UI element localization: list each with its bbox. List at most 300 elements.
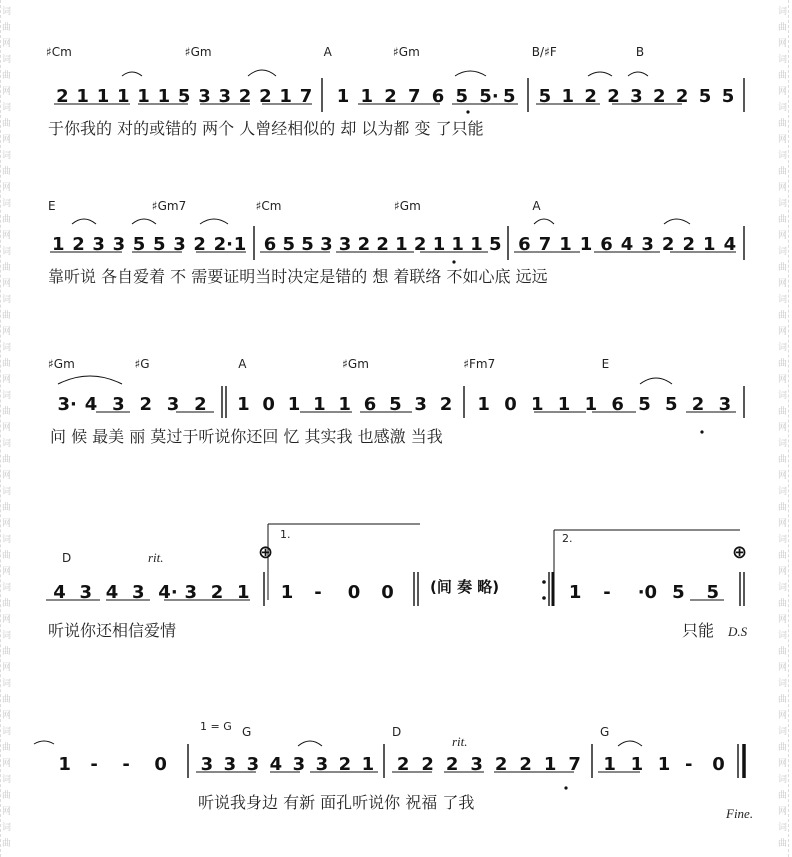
watermark-char: 词 <box>2 55 12 65</box>
note: 4 <box>84 394 98 415</box>
note: 2 <box>661 234 675 255</box>
watermark-char: 曲 <box>2 311 12 321</box>
note: 3 <box>184 582 198 603</box>
note: 3 <box>198 86 211 107</box>
note: 3 <box>173 234 186 255</box>
note: 1 <box>361 754 375 775</box>
watermark-char: 词 <box>778 439 788 449</box>
watermark-char: 网 <box>778 423 788 433</box>
interlude-note: (间 奏 略) <box>430 578 500 596</box>
watermark-char: 曲 <box>778 791 788 801</box>
lyric-line: 靠听说 各自爱着 不 需要证明当时决定是错的 想 着联络 不如心底 远远 <box>48 267 548 286</box>
watermark-char: 词 <box>2 823 12 833</box>
watermark-char: 网 <box>778 711 788 721</box>
watermark-char: 曲 <box>2 599 12 609</box>
watermark-char: 曲 <box>778 215 788 225</box>
octave-dot <box>564 786 567 789</box>
note: 2 <box>682 234 696 255</box>
note: 1 <box>52 234 65 255</box>
key-signature: 1 = G <box>200 720 232 733</box>
watermark-char: 词 <box>778 343 788 353</box>
octave-dot <box>452 260 455 263</box>
watermark-char: 词 <box>778 631 788 641</box>
watermark-char: 词 <box>778 535 788 545</box>
watermark-char: 网 <box>2 39 12 49</box>
watermark-char: 曲 <box>778 695 788 705</box>
note: 3 <box>112 234 126 255</box>
note: 3 <box>292 754 306 775</box>
watermark-char: 词 <box>778 679 788 689</box>
note: 2· <box>213 234 233 255</box>
chord-label: ♯Fm7 <box>463 357 496 371</box>
watermark-char: 曲 <box>778 455 788 465</box>
chord-label: ♯Gm <box>48 357 75 371</box>
chord-line <box>46 45 644 59</box>
chord-label: B <box>635 45 645 59</box>
note: 3 <box>132 582 145 603</box>
watermark-char: 网 <box>778 327 788 337</box>
chord-label: ♯Gm <box>184 45 212 59</box>
slur <box>132 219 156 224</box>
watermark-char: 曲 <box>778 167 788 177</box>
watermark-char: 曲 <box>778 839 788 849</box>
note: 2 <box>584 86 597 107</box>
watermark-char: 网 <box>778 519 788 529</box>
watermark-char: 词 <box>778 823 788 833</box>
watermark-char: 词 <box>2 631 12 641</box>
note: 2 <box>338 754 352 775</box>
note: 0 <box>381 582 394 603</box>
watermark-char: 词 <box>778 247 788 257</box>
note: 1 <box>280 582 294 603</box>
watermark-char: 词 <box>778 487 788 497</box>
note: 6 <box>431 86 445 107</box>
watermark-char: 曲 <box>2 71 12 81</box>
chord-label: A <box>238 357 247 371</box>
note: 1 <box>451 234 464 255</box>
note: 3 <box>79 582 93 603</box>
watermark-char: 词 <box>778 103 788 113</box>
note: 2 <box>421 754 434 775</box>
note: 1 <box>137 86 150 107</box>
octave-dot <box>700 430 703 433</box>
watermark-char: 词 <box>2 535 12 545</box>
note: 1 <box>279 86 292 107</box>
watermark-char: 曲 <box>778 503 788 513</box>
chord-label: ♯Cm <box>255 199 282 213</box>
note: 1 <box>561 86 575 107</box>
note: 2 <box>675 86 689 107</box>
note: 5 <box>282 234 296 255</box>
note: 7 <box>538 234 552 255</box>
watermark-char: 网 <box>778 135 788 145</box>
note: 3 <box>223 754 237 775</box>
note: 0 <box>504 394 517 415</box>
watermark-char: 曲 <box>778 599 788 609</box>
note: 2 <box>691 394 705 415</box>
watermark-char: 网 <box>778 231 788 241</box>
note: 1 <box>313 394 326 415</box>
note: 3· <box>57 394 77 415</box>
watermark-char: 词 <box>2 583 12 593</box>
watermark-char: 曲 <box>778 407 788 417</box>
watermark-char: 曲 <box>778 743 788 753</box>
lyric-line: 听说你还相信爱情 <box>48 621 177 640</box>
watermark-char: 网 <box>2 471 12 481</box>
note: 1 <box>157 86 171 107</box>
chord-label: G <box>242 725 252 739</box>
note: 5 <box>638 394 651 415</box>
note: 5 <box>132 234 146 255</box>
slur <box>618 741 642 746</box>
note: 2 <box>210 582 224 603</box>
watermark-char: 曲 <box>778 119 788 129</box>
note: 2 <box>439 394 453 415</box>
note: 1 <box>58 754 71 775</box>
note: 2 <box>396 754 410 775</box>
note: 2 <box>519 754 532 775</box>
watermark-char: 词 <box>2 247 12 257</box>
note: 5 <box>177 86 191 107</box>
note: 5 <box>721 86 735 107</box>
note: 0 <box>712 754 725 775</box>
watermark-char: 网 <box>2 567 12 577</box>
watermark-char: 曲 <box>2 503 12 513</box>
watermark-char: 词 <box>2 343 12 353</box>
chord-line <box>48 199 541 213</box>
watermark-char: 曲 <box>2 791 12 801</box>
note: 2 <box>494 754 508 775</box>
watermark-char: 词 <box>778 199 788 209</box>
note: 1 <box>237 394 250 415</box>
watermark-char: 词 <box>778 151 788 161</box>
watermark-char: 曲 <box>2 119 12 129</box>
watermark-char: 词 <box>2 391 12 401</box>
note: 2 <box>607 86 620 107</box>
watermark-char: 网 <box>2 135 12 145</box>
note: 7 <box>568 754 581 775</box>
watermark-char: 网 <box>778 279 788 289</box>
watermark-char: 曲 <box>778 71 788 81</box>
watermark-char: 曲 <box>2 743 12 753</box>
note: 5 <box>706 582 720 603</box>
note: 1 <box>584 394 598 415</box>
note: 1 <box>237 582 250 603</box>
note: 2 <box>357 234 371 255</box>
note: ·0 <box>637 582 658 603</box>
note: 3 <box>112 394 125 415</box>
note: 4· <box>158 582 178 603</box>
note: 2 <box>194 394 207 415</box>
note: 1 <box>76 86 89 107</box>
note: 3 <box>200 754 214 775</box>
watermark-char: 词 <box>778 775 788 785</box>
chord-label: ♯Gm <box>342 357 369 371</box>
volta-1-label: 1. <box>280 528 291 541</box>
note: 4 <box>723 234 737 255</box>
row-5 <box>34 720 753 821</box>
note: 6 <box>518 234 531 255</box>
watermark-char: 词 <box>2 199 12 209</box>
note: 1 <box>557 394 571 415</box>
note: 3 <box>320 234 333 255</box>
note: 4 <box>53 582 66 603</box>
row-3 <box>48 357 744 446</box>
watermark-char: 词 <box>2 487 12 497</box>
note: 3 <box>718 394 732 415</box>
repeat-dot <box>542 596 546 600</box>
watermark-char: 网 <box>2 87 12 97</box>
chord-label: E <box>48 199 56 213</box>
watermark-char: 网 <box>2 519 12 529</box>
coda-symbol: ⊕ <box>258 542 274 563</box>
note: 5 <box>665 394 678 415</box>
watermark-char: 曲 <box>2 839 12 849</box>
slur <box>298 741 322 746</box>
note: 1 <box>287 394 301 415</box>
chord-label: G <box>600 725 610 739</box>
note: 2 <box>384 86 397 107</box>
note: 3 <box>641 234 654 255</box>
watermark-char: 词 <box>2 103 12 113</box>
note: 6 <box>600 234 613 255</box>
note: 3 <box>630 86 643 107</box>
watermark-char: 词 <box>778 7 788 17</box>
chord-label: ♯Cm <box>46 45 72 59</box>
coda-symbol: ⊕ <box>732 542 748 563</box>
watermark-char: 网 <box>778 87 788 97</box>
note: 1 <box>703 234 716 255</box>
watermark-char: 曲 <box>778 311 788 321</box>
note: 5 <box>698 86 712 107</box>
watermark-char: 网 <box>778 807 788 817</box>
note: 5 <box>455 86 469 107</box>
watermark-char: 词 <box>2 439 12 449</box>
notes-line <box>53 582 719 603</box>
rit-marking: rit. <box>452 734 468 749</box>
slur <box>34 741 54 744</box>
watermark-char: 网 <box>778 615 788 625</box>
note: 3 <box>218 86 232 107</box>
chord-label: A <box>323 45 332 59</box>
note: 2 <box>56 86 69 107</box>
chord-label: A <box>532 199 541 213</box>
note: 1 <box>531 394 544 415</box>
lyric-line-right: 只能 <box>682 621 715 640</box>
watermark-char: 网 <box>2 279 12 289</box>
watermark-char: 曲 <box>2 551 12 561</box>
note: 6 <box>263 234 277 255</box>
watermark-char: 网 <box>2 759 12 769</box>
rit-marking: rit. <box>148 550 164 565</box>
note: 3 <box>246 754 260 775</box>
note: 6 <box>363 394 377 415</box>
note: 3 <box>315 754 329 775</box>
row-2 <box>48 199 744 286</box>
watermark-char: 词 <box>778 55 788 65</box>
watermark-char: 词 <box>778 727 788 737</box>
note: 1 <box>603 754 616 775</box>
watermark-char: 词 <box>2 775 12 785</box>
chord-label: D <box>392 725 402 739</box>
watermark-char: 曲 <box>2 359 12 369</box>
watermark-char: 网 <box>2 375 12 385</box>
note: - <box>685 754 693 775</box>
note: 3 <box>166 394 180 415</box>
note: 4 <box>105 582 119 603</box>
note: 3 <box>338 234 352 255</box>
watermark-char: 网 <box>778 663 788 673</box>
note: 6 <box>611 394 624 415</box>
watermark-char: 词 <box>2 295 12 305</box>
slur <box>640 378 672 384</box>
chord-label: E <box>601 357 610 371</box>
chord-label: ♯Gm <box>394 199 421 213</box>
watermark-char: 网 <box>2 807 12 817</box>
note: - <box>90 754 98 775</box>
note: 1 <box>579 234 593 255</box>
note: 1 <box>559 234 572 255</box>
lyric-line: 于你我的 对的或错的 两个 人曾经相似的 却 以为都 变 了只能 <box>48 119 484 138</box>
watermark-char: 曲 <box>778 647 788 657</box>
note: 2 <box>72 234 85 255</box>
watermark-char: 曲 <box>2 647 12 657</box>
slur <box>248 70 276 76</box>
watermark-char: 曲 <box>778 23 788 33</box>
slur <box>200 219 228 224</box>
note: 1 <box>657 754 671 775</box>
watermark-char: 网 <box>2 663 12 673</box>
watermark-char: 词 <box>2 7 12 17</box>
watermark-char: 曲 <box>2 215 12 225</box>
watermark-char: 曲 <box>778 551 788 561</box>
slur <box>455 71 486 76</box>
slur <box>628 72 648 76</box>
slur <box>72 219 96 224</box>
note: 4 <box>269 754 283 775</box>
note: 1 <box>117 86 130 107</box>
note: 2 <box>238 86 252 107</box>
note: 2 <box>193 234 206 255</box>
volta-2-label: 2. <box>562 532 573 545</box>
note: 3 <box>470 754 483 775</box>
note: 0 <box>262 394 275 415</box>
row-1 <box>46 45 744 138</box>
note: 5· <box>479 86 499 107</box>
chord-label: D <box>62 551 72 565</box>
note: 0 <box>347 582 361 603</box>
watermark-char: 词 <box>778 583 788 593</box>
note: 5 <box>389 394 402 415</box>
note: 4 <box>620 234 634 255</box>
chord-label: B/♯F <box>531 45 557 59</box>
slur <box>588 72 612 76</box>
note: 5 <box>672 582 685 603</box>
lyric-line: 问 候 最美 丽 莫过于听说你还回 忆 其实我 也感激 当我 <box>50 427 443 446</box>
watermark-char: 网 <box>778 375 788 385</box>
note: 0 <box>154 754 167 775</box>
note: 1 <box>477 394 490 415</box>
note: 2 <box>653 86 666 107</box>
watermark-char: 曲 <box>2 263 12 273</box>
note: 3 <box>92 234 105 255</box>
note: 1 <box>543 754 557 775</box>
watermark-char: 词 <box>2 151 12 161</box>
watermark-char: 网 <box>778 471 788 481</box>
note: 2 <box>259 86 272 107</box>
note: 2 <box>376 234 389 255</box>
note: 1 <box>395 234 408 255</box>
note: 1 <box>360 86 374 107</box>
watermark-char: 曲 <box>778 263 788 273</box>
watermark-char: 网 <box>2 615 12 625</box>
watermark-char: 网 <box>778 759 788 769</box>
note: 1 <box>338 394 351 415</box>
chord-line <box>48 357 609 371</box>
octave-dot <box>466 110 469 113</box>
repeat-dot <box>542 580 546 584</box>
note: - <box>314 582 322 603</box>
row-4 <box>46 524 748 640</box>
note: 1 <box>432 234 446 255</box>
note: 7 <box>299 86 313 107</box>
watermark-char: 曲 <box>2 167 12 177</box>
slur <box>664 219 690 224</box>
slur <box>534 219 554 224</box>
watermark-char: 词 <box>778 391 788 401</box>
note: 5 <box>489 234 502 255</box>
note: 1 <box>470 234 483 255</box>
watermark-char: 曲 <box>2 407 12 417</box>
watermark-char: 网 <box>778 183 788 193</box>
watermark-char: 网 <box>778 567 788 577</box>
note: 2 <box>139 394 153 415</box>
lyric-line: 听说我身边 有新 面孔听说你 祝福 了我 <box>198 793 475 812</box>
slur <box>58 376 122 384</box>
watermark-char: 曲 <box>778 359 788 369</box>
note: 2 <box>445 754 459 775</box>
note: - <box>122 754 130 775</box>
watermark-char: 词 <box>2 679 12 689</box>
watermark-char: 网 <box>778 39 788 49</box>
note: 1 <box>233 234 247 255</box>
watermark-char: 曲 <box>2 23 12 33</box>
chord-label: ♯Gm7 <box>151 199 187 213</box>
note: 7 <box>408 86 421 107</box>
note: 1 <box>96 86 110 107</box>
note: 5 <box>153 234 166 255</box>
note: 5 <box>301 234 314 255</box>
watermark-char: 网 <box>2 183 12 193</box>
watermark-char: 网 <box>2 711 12 721</box>
fine-marking: Fine. <box>726 806 754 821</box>
chord-label: ♯Gm <box>393 45 420 59</box>
slur <box>122 72 142 76</box>
note: 5 <box>503 86 516 107</box>
ds-marking: D.S <box>728 624 748 639</box>
chord-label: ♯G <box>134 357 150 371</box>
note: - <box>603 582 611 603</box>
watermark-char: 词 <box>778 295 788 305</box>
watermark-char: 曲 <box>2 455 12 465</box>
watermark-char: 曲 <box>2 695 12 705</box>
note: 2 <box>413 234 427 255</box>
watermark-char: 网 <box>2 423 12 433</box>
note: 1 <box>630 754 644 775</box>
watermark-char: 词 <box>2 727 12 737</box>
note: 1 <box>568 582 582 603</box>
note: 3 <box>414 394 427 415</box>
